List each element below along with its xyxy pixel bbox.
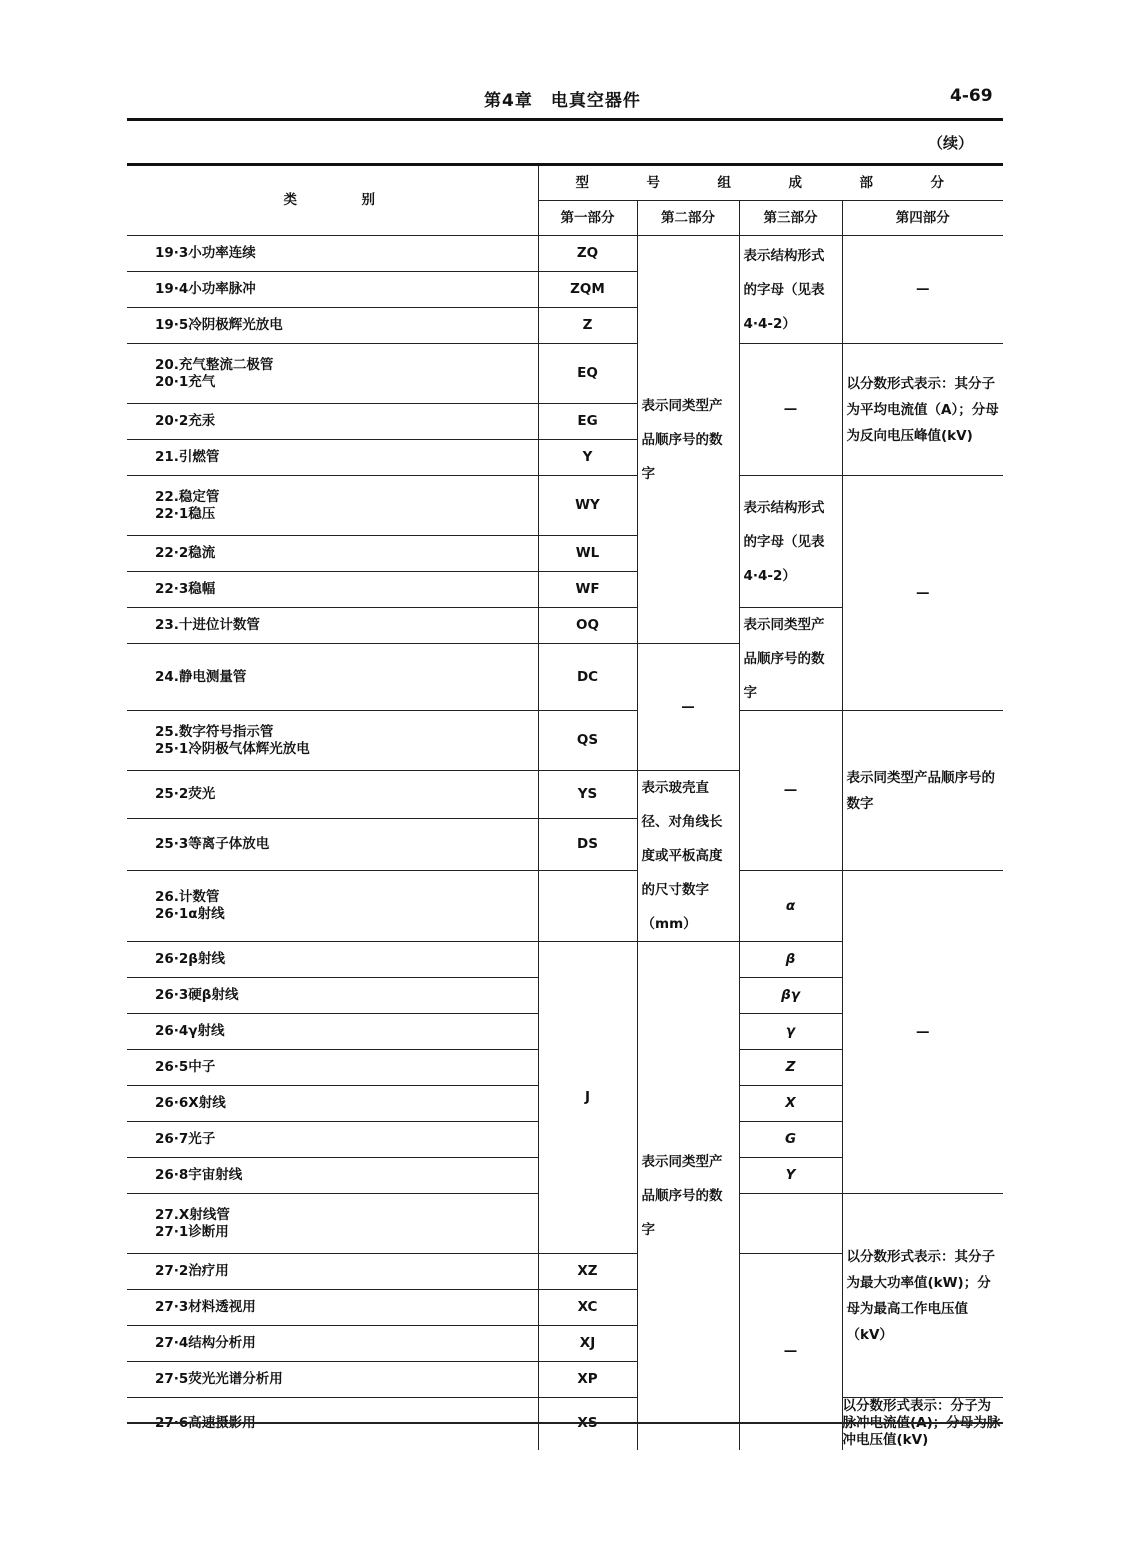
model-composition-table [127,163,1003,1450]
category-cell: 25.数字符号指示管 25·1冷阴极气体辉光放电 [127,711,538,771]
table-row [127,236,1003,272]
continued-label: （续） [928,134,974,152]
category-cell: 19·5冷阴极辉光放电 [127,308,538,344]
category-cell: 22·3稳幅 [127,572,538,608]
part1-cell: DS [538,819,637,871]
page-number: 4-69 [950,86,993,106]
part1-cell: Y [538,440,637,476]
span-cell-p3-a: 表示结构形式的字母（见表4·4-2） [739,236,842,344]
header-category [127,165,538,236]
part1-cell: XJ [538,1326,637,1362]
category-cell: 19·3小功率连续 [127,236,538,272]
table-row [127,344,1003,404]
span-cell-p2-b: — [637,644,739,771]
part1-cell: XS [538,1398,637,1450]
span-cell-p3-f: — [739,1254,842,1450]
span-cell-p4-d: 表示同类型产品顺序号的数字 [842,711,1003,871]
category-cell: 26.计数管 26·1α射线 [127,871,538,942]
part1-cell: EG [538,404,637,440]
span-cell-p3-e: — [739,711,842,871]
part1-cell: DC [538,644,637,711]
part1-cell: WY [538,476,637,536]
category-cell: 22.稳定管 22·1稳压 [127,476,538,536]
part1-cell: ZQ [538,236,637,272]
part1-cell: Z [538,308,637,344]
category-cell: 27·4结构分析用 [127,1326,538,1362]
category-cell: 21.引燃管 [127,440,538,476]
category-cell: 26·7光子 [127,1122,538,1158]
header-rule [127,118,1003,121]
part1-cell: QS [538,711,637,771]
header-part-4: 第四部分 [842,201,1003,236]
category-cell: 23.十进位计数管 [127,608,538,644]
part1-cell: WF [538,572,637,608]
category-cell: 26·3硬β射线 [127,978,538,1014]
span-cell-p3-b: — [739,344,842,476]
header-part-3: 第三部分 [739,201,842,236]
category-cell: 26·6X射线 [127,1086,538,1122]
part3-cell: γ [739,1014,842,1050]
part3-cell: X [739,1086,842,1122]
span-cell-p4-b: 以分数形式表示：其分子为平均电流值（A）；分母为反向电压峰值(kV) [842,344,1003,476]
part3-cell [739,1194,842,1254]
part1-cell: OQ [538,608,637,644]
category-cell: 27·5荧光光谱分析用 [127,1362,538,1398]
category-cell: 26·4γ射线 [127,1014,538,1050]
table-row [127,871,1003,942]
category-cell: 26·8宇宙射线 [127,1158,538,1194]
category-cell: 22·2稳流 [127,536,538,572]
header-part-1: 第一部分 [538,201,637,236]
header-group: 型 号 组 成 部 分 [538,165,1003,201]
category-cell: 20·2充汞 [127,404,538,440]
category-cell: 19·4小功率脉冲 [127,272,538,308]
part1-cell: EQ [538,344,637,404]
span-cell-p4-a: — [842,236,1003,344]
category-cell: 27·3材料透视用 [127,1290,538,1326]
span-cell-p2-c: 表示玻壳直径、对角线长度或平板高度的尺寸数字（mm） [637,771,739,942]
part1-cell: XP [538,1362,637,1398]
span-cell-p4-c: — [842,476,1003,711]
header-part-2: 第二部分 [637,201,739,236]
part3-cell: Z [739,1050,842,1086]
table-row [127,476,1003,536]
span-cell-p2-d: 表示同类型产品顺序号的数字 [637,942,739,1450]
span-cell-p3-d: 表示同类型产品顺序号的数字 [739,608,842,711]
span-cell-p1-26: J [538,942,637,1254]
category-cell: 20.充气整流二极管 20·1充气 [127,344,538,404]
span-cell-p4-g: 以分数形式表示：分子为脉冲电流值(A)；分母为脉冲电压值(kV) [842,1398,1003,1450]
category-cell: 25·3等离子体放电 [127,819,538,871]
part3-cell: Y [739,1158,842,1194]
part1-cell [538,871,637,942]
table-row [127,711,1003,771]
part3-cell: β [739,942,842,978]
part1-cell: ZQM [538,272,637,308]
span-cell-p4-f: 以分数形式表示：其分子为最大功率值(kW)；分母为最高工作电压值（kV） [842,1194,1003,1398]
table-bottom-rule [127,1422,1003,1424]
category-cell: 27·2治疗用 [127,1254,538,1290]
category-cell: 24.静电测量管 [127,644,538,711]
span-cell-p4-e: — [842,871,1003,1194]
header-category-text: 类 别 [283,192,381,209]
chapter-title: 第4章 电真空器件 [484,91,641,111]
part1-cell: XC [538,1290,637,1326]
category-cell: 25·2荧光 [127,771,538,819]
part1-cell: XZ [538,1254,637,1290]
part3-cell: α [739,871,842,942]
span-cell-p3-c: 表示结构形式的字母（见表4·4-2） [739,476,842,608]
category-cell: 27·6高速摄影用 [127,1398,538,1450]
category-cell: 27.X射线管 27·1诊断用 [127,1194,538,1254]
span-cell-p2-a: 表示同类型产品顺序号的数字 [637,236,739,644]
part1-cell: YS [538,771,637,819]
category-cell: 26·5中子 [127,1050,538,1086]
part3-cell: G [739,1122,842,1158]
part1-cell: WL [538,536,637,572]
part3-cell: βγ [739,978,842,1014]
category-cell: 26·2β射线 [127,942,538,978]
